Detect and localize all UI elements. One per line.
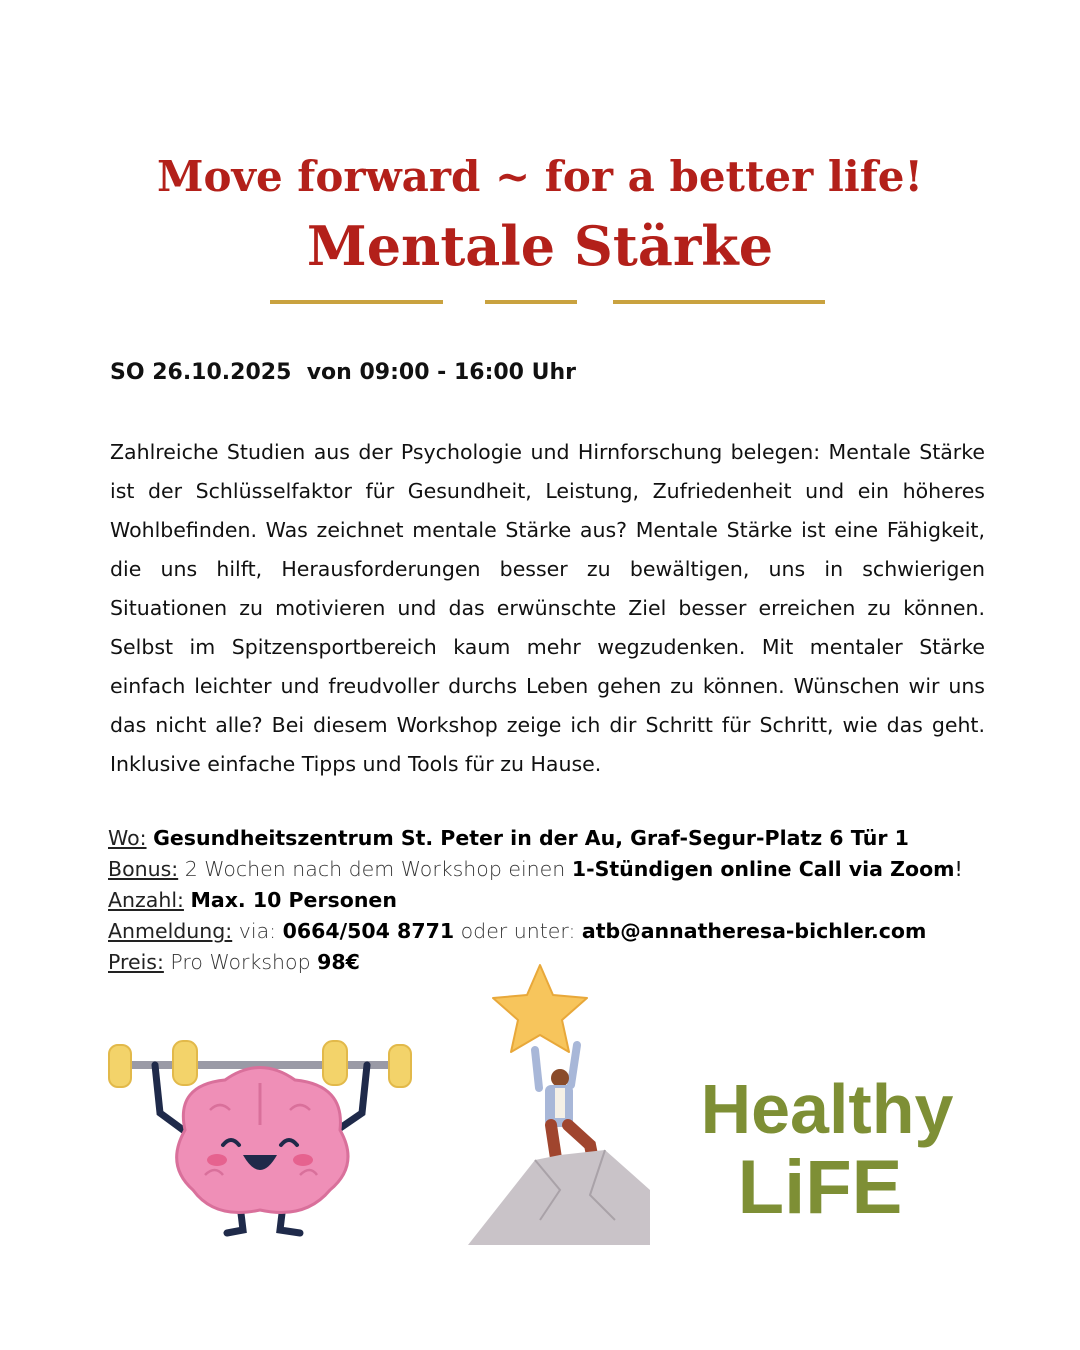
- description-text: Zahlreiche Studien aus der Psychologie und Hirnforschung belegen: Mentale Stärke ist der Schlüsselfaktor für Gesundheit, Leistung, Zufriedenheit und ein höheres Wohlbefinden. Was zeichnet mentale Stärke aus? Mentale Stärke ist eine Fähigkeit, die uns hilft, Herausforderungen besser zu bewältigen, uns in schwierigen Situationen zu motivieren und das erwünschte Ziel besser erreichen zu können. Selbst im Spitzensportbereich kaum mehr wegzudenken. Mit mentaler Stärke einfach leichter und freudvoller durchs Leben gehen zu können. Wünschen wir uns das nicht alle? Bei diesem Workshop zeige ich dir Schritt für Schritt, wie das geht. Inklusive einfache Tipps und Tools für zu Hause.: [110, 440, 985, 776]
- brain-lifting-weights-illustration: [105, 1035, 415, 1250]
- info-bonus: [108, 854, 1008, 885]
- info-registration: [108, 916, 1008, 947]
- bonus-label: Bonus:: [108, 857, 179, 881]
- email-address[interactable]: atb@annatheresa-bichler.com: [581, 919, 927, 943]
- bonus-text: 2 Wochen nach dem Workshop einen: [184, 857, 566, 881]
- bonus-highlight: 1-Stündigen online Call via Zoom: [571, 857, 955, 881]
- location-label: Wo:: [108, 826, 147, 850]
- phone-number[interactable]: 0664/504 8771: [282, 919, 455, 943]
- divider-left: [270, 300, 443, 304]
- count-label: Anzahl:: [108, 888, 184, 912]
- divider-middle: [485, 300, 577, 304]
- location-value: Gesundheitszentrum St. Peter in der Au, Graf-Segur-Platz 6 Tür 1: [153, 826, 909, 850]
- event-date: SO 26.10.2025 von 09:00 - 16:00 Uhr: [110, 360, 577, 385]
- info-location: [108, 823, 1008, 854]
- registration-label: Anmeldung:: [108, 919, 233, 943]
- bonus-end: !: [954, 857, 963, 881]
- healthy-life-logo: [700, 1065, 955, 1225]
- divider-right: [613, 300, 825, 304]
- registration-or: oder unter:: [460, 919, 576, 943]
- event-info: [108, 823, 1008, 978]
- woman-holding-star-on-mountain-illustration: [465, 960, 655, 1250]
- page-title-tagline: Move forward ~ for a better life!: [157, 152, 923, 201]
- count-value: Max. 10 Personen: [190, 888, 397, 912]
- price-value: 98€: [317, 950, 360, 974]
- price-text: Pro Workshop: [170, 950, 311, 974]
- logo-line-healthy: Healthy: [700, 1070, 954, 1148]
- price-label: Preis:: [108, 950, 164, 974]
- logo-line-life: LiFE: [737, 1145, 903, 1225]
- page-title: Mentale Stärke: [306, 214, 774, 278]
- info-count: [108, 885, 1008, 916]
- registration-via: via:: [238, 919, 277, 943]
